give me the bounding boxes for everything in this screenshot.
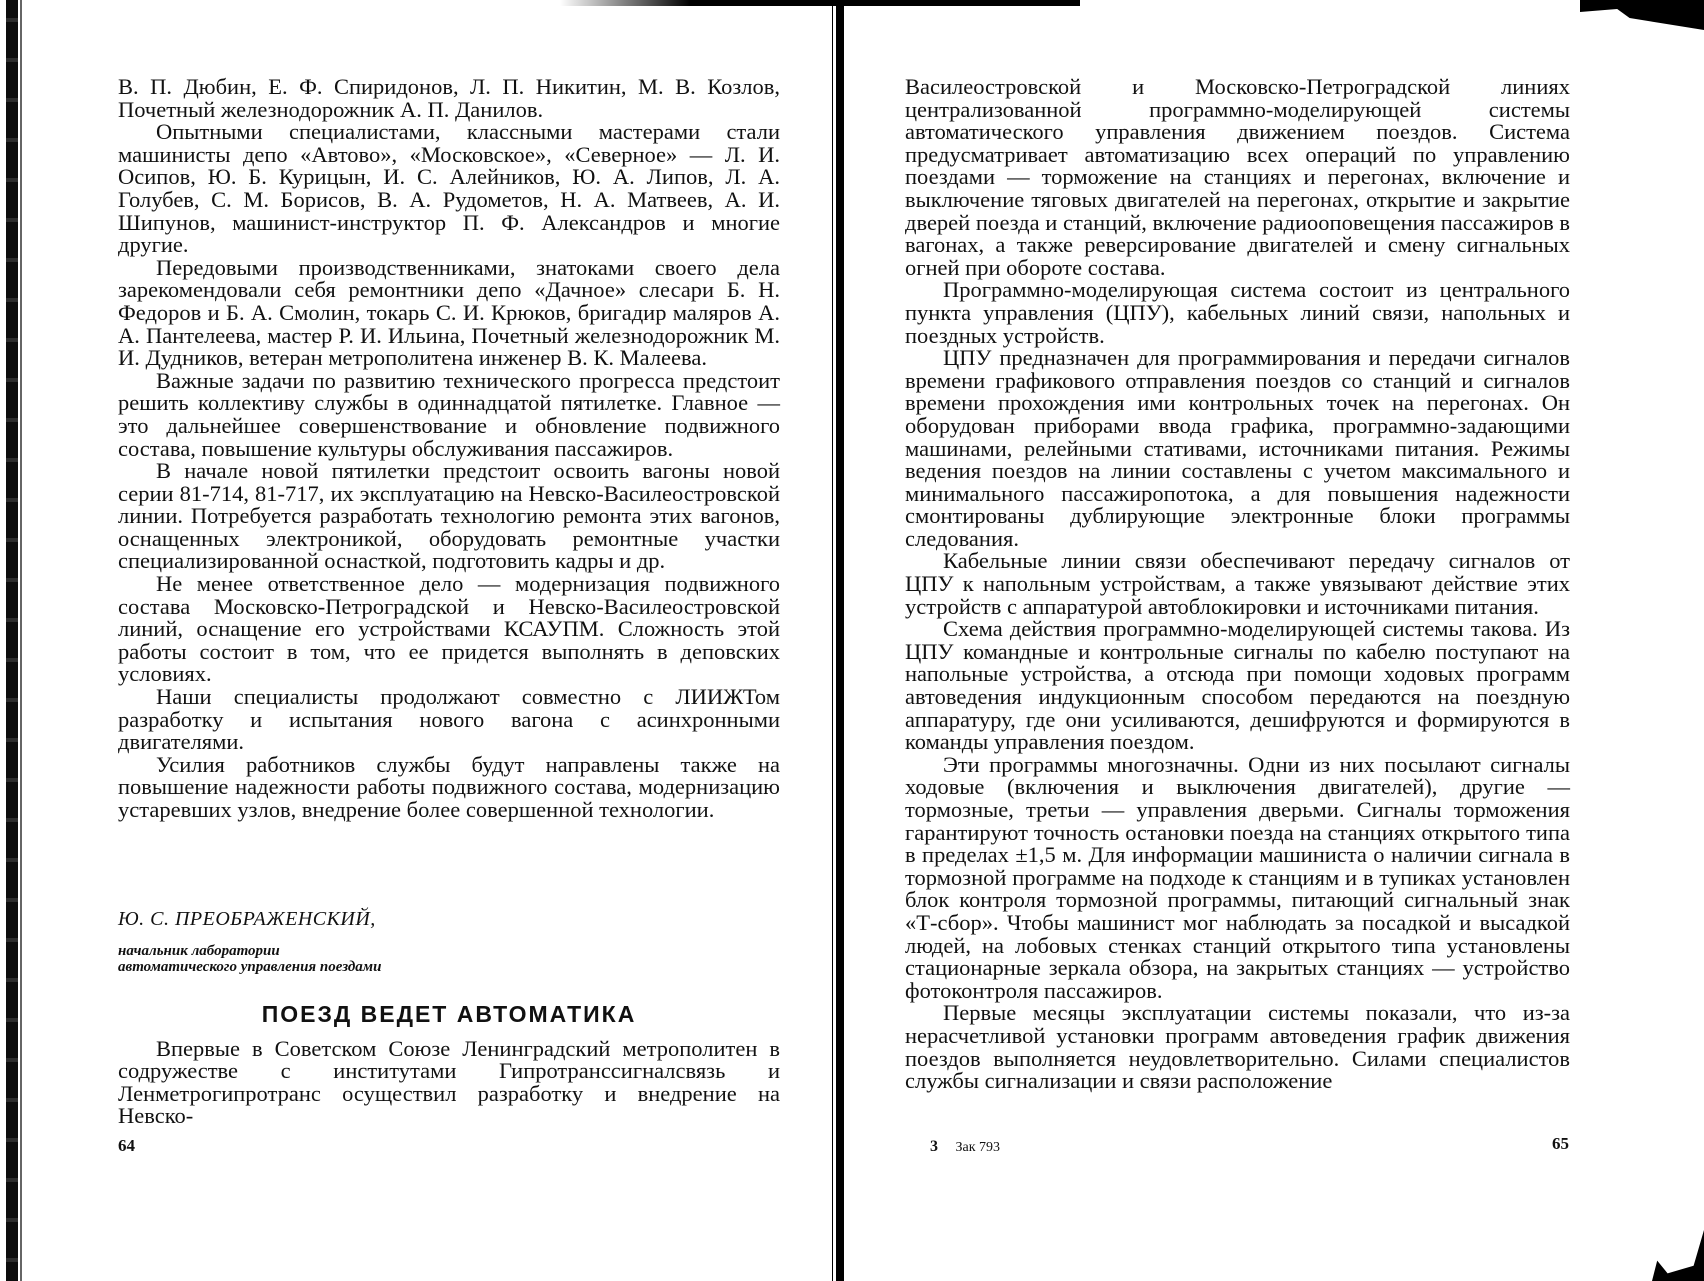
scan-corner-shadow <box>1652 1230 1704 1281</box>
paragraph: Программно-моделирующая система состоит из центрального пункта управления (ЦПУ), кабельных линий связи, напольных и поездных устройств. <box>905 277 1570 348</box>
paragraph: В. П. Дюбин, Е. Ф. Спиридонов, Л. П. Никитин, М. В. Козлов, Почетный железнодорожник А. П. Данилов. <box>118 74 780 122</box>
paragraph: В начале новой пятилетки предстоит освоить вагоны новой серии 81-714, 81-717, их эксплуатацию на Невско-Василеостровской линии. Потребуется разработать технологию ремонта этих вагонов, оснащенных электроникой, оборудовать ремонтные участки специализированной оснасткой, подготовить кадры и др. <box>118 458 780 574</box>
book-spine <box>836 0 844 1281</box>
left-page-body <box>118 76 780 822</box>
right-page <box>905 76 1570 1093</box>
paragraph: Кабельные линии связи обеспечивают передачу сигналов от ЦПУ к напольным устройствам, а также увязывают действие этих устройств с аппаратурой автоблокировки и источниками питания. <box>905 548 1570 619</box>
signature-text: Зак 793 <box>955 1140 1001 1155</box>
paragraph: Усилия работников службы будут направлены также на повышение надежности работы подвижного состава, модернизацию устаревших узлов, внедрение более совершенной технологии. <box>118 751 780 822</box>
page-number-left: 64 <box>118 1136 135 1155</box>
paragraph: Василеостровской и Московско-Петроградской линиях централизованной программно-моделирующей системы автоматического управления движением поездов. Система предусматривает автоматизацию всех операций по управлению поездами — торможение на станциях и перегонах, включение и выключение тяговых двигателей на перегонах, открытие и закрытие дверей поезда и станций, включение радиооповещения пассажиров в вагонах, а также реверсирование двигателей и смену сигнальных огней при обороте состава. <box>905 74 1570 280</box>
paragraph: Схема действия программно-моделирующей системы такова. Из ЦПУ командные и контрольные сигналы по кабелю поступают на напольные устройства, а отсюда при помощи ходовых программ автоведения индукционным способом передаются на поездную аппаратуру, где они усиливаются, дешифруются и формируются в команды управления поездом. <box>905 616 1570 755</box>
signature-number: 3 <box>930 1138 938 1155</box>
author-position-line: автоматического управления поездами <box>118 958 382 975</box>
left-page <box>118 76 780 1128</box>
paragraph: Впервые в Советском Союзе Ленинградский метрополитен в содружестве с институтами Гипротранссигналсвязь и Ленметрогипротранс осуществил разработку и внедрение на Невско- <box>118 1035 780 1129</box>
scan-left-edge-line <box>20 0 22 1281</box>
article-title: ПОЕЗД ВЕДЕТ АВТОМАТИКА <box>261 1000 637 1027</box>
article-author: Ю. С. ПРЕОБРАЖЕНСКИЙ, <box>118 907 376 930</box>
author-position-line: начальник лаборатории <box>118 942 280 959</box>
paragraph: Не менее ответственное дело — модернизация подвижного состава Московско-Петроградской и Невско-Василеостровской линий, оснащение его устройствами КСАУПМ. Сложность этой работы состоит в том, что ее придется выполнять в деповских условиях. <box>118 571 780 687</box>
paragraph: Опытными специалистами, классными мастерами стали машинисты депо «Автово», «Московское», «Северное» — Л. И. Осипов, Ю. Б. Курицын, И. С. Алейников, Ю. А. Липов, Л. А. Голубев, С. М. Борисов, В. А. Рудометов, Н. А. Матвеев, А. И. Шипунов, машинист-инструктор П. Ф. Александров и многие другие. <box>118 119 780 258</box>
page-number-right: 65 <box>1552 1134 1569 1153</box>
paragraph: Передовыми производственниками, знатоками своего дела зарекомендовали себя ремонтники депо «Дачное» слесари Б. Н. Федоров и Б. А. Смолин, токарь С. И. Крюков, бригадир маляров А. А. Пантелеева, мастер Р. И. Ильина, Почетный железнодорожник М. И. Дудников, ветеран метрополитена инженер В. К. Малеева. <box>118 254 780 371</box>
paragraph: ЦПУ предназначен для программирования и передачи сигналов времени графикового отправления поездов со станций и сигналов времени прохождения ими контрольных точек на перегонах. Он оборудован приборами ввода графика, программно-задающими машинами, релейными стативами, источниками питания. Режимы ведения поездов на линии составлены с учетом максимального и минимального пассажиропотока, а для повышения надежности смонтированы дублирующие электронные блоки программы следования. <box>905 345 1570 551</box>
printer-signature-mark <box>930 1138 1000 1156</box>
book-spine-line <box>832 0 833 1281</box>
paragraph: Первые месяцы эксплуатации системы показали, что из-за нерасчетливой установки программ автоведения график движения поездов выполняется неудовлетворительно. Силами специалистов службы сигнализации и связи расположение <box>905 1000 1570 1094</box>
scan-left-edge-shadow <box>6 0 18 1281</box>
author-position <box>118 943 780 975</box>
paragraph: Эти программы многозначны. Одни из них посылают сигналы ходовые (включения и выключения двигателей), другие — тормозные, третьи — управления дверьми. Сигналы торможения гарантируют точность остановки поезда на станциях открытого типа в пределах ±1,5 м. Для информации машиниста о наличии сигнала в тормозной программе на подходе к станциям и в тупиках установлен блок контроля тормозной программы, питающий сигнальный знак «Т-сбор». Чтобы машинист мог наблюдать за посадкой и высадкой людей, на лобовых стенках станций открытого типа установлены стационарные зеркала обзора, на закрытых станциях — устройство фотоконтроля пассажиров. <box>905 751 1570 1003</box>
paragraph: Наши специалисты продолжают совместно с ЛИИЖТом разработку и испытания нового вагона с асинхронными двигателями. <box>118 684 780 755</box>
scan-top-right-shadow <box>1580 0 1704 30</box>
paragraph: Важные задачи по развитию технического прогресса предстоит решить коллективу службы в одиннадцатой пятилетке. Главное — это дальнейшее совершенствование и обновление подвижного состава, повышение культуры обслуживания пассажиров. <box>118 367 780 461</box>
scan-top-shadow <box>560 0 1080 6</box>
